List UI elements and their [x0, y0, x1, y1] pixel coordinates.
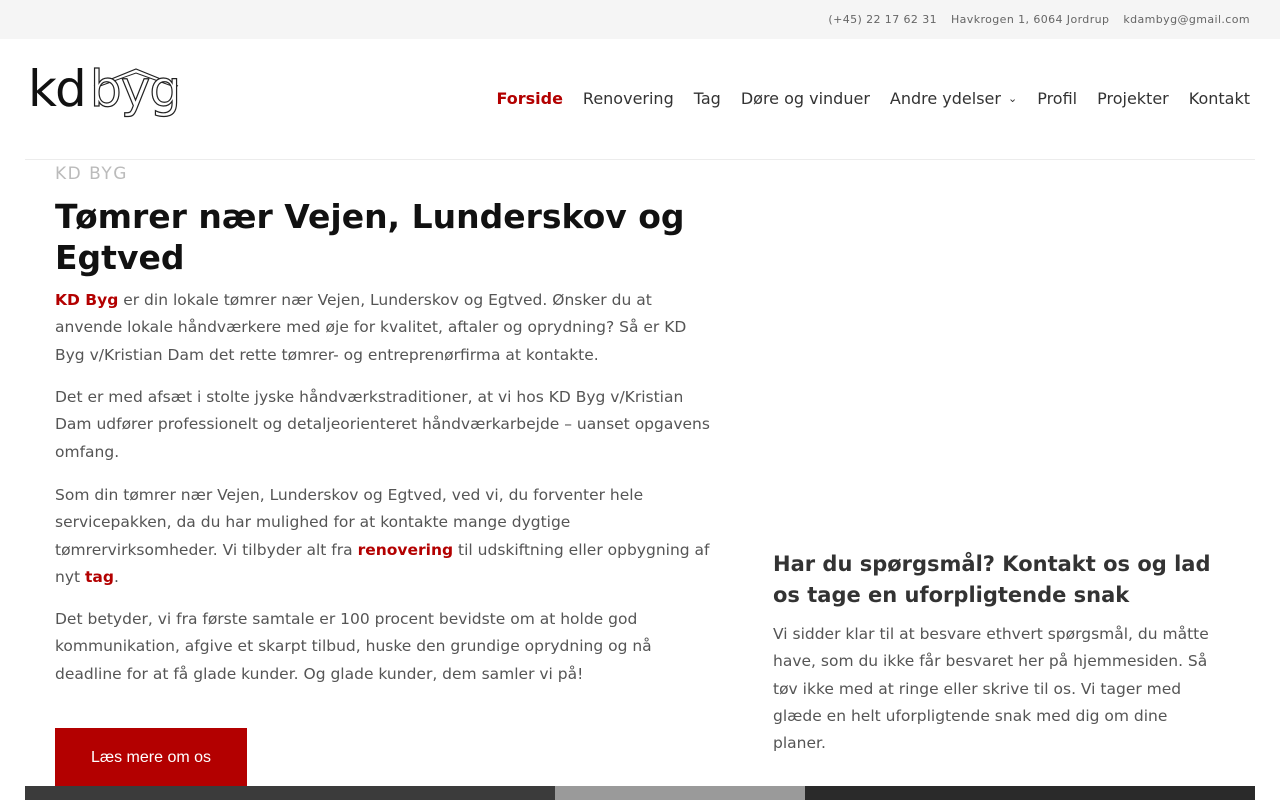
renovering-link[interactable]: renovering — [357, 540, 454, 559]
address-text: Havkrogen 1, 6064 Jordrup — [951, 13, 1110, 26]
contact-text: Vi sidder klar til at besvare ethvert spørgsmål, du måtte have, som du ikke får besvaret her på hjemmesiden. Så tøv ikke med at ringe eller skrive til os. Vi tager med glæde en helt uforpligtende snak med dig om dine planer. — [773, 625, 1209, 753]
nav-item-forside[interactable]: Forside — [496, 89, 563, 108]
gallery-image — [555, 786, 805, 800]
site-logo[interactable] — [28, 60, 184, 130]
logo-kd-text: kd — [28, 60, 85, 118]
nav-item-kontakt[interactable]: Kontakt — [1188, 89, 1250, 108]
tag-link[interactable]: tag — [85, 567, 114, 586]
header-divider — [25, 159, 1255, 160]
gallery-image — [805, 786, 1255, 800]
services-paragraph — [55, 482, 715, 591]
page-title: Tømrer nær Vejen, Lunderskov og Egtved — [55, 197, 685, 277]
gallery-image — [25, 786, 555, 800]
nav-item-renovering[interactable]: Renovering — [582, 89, 674, 108]
nav-item-doere-og-vinduer[interactable]: Døre og vinduer — [740, 89, 870, 108]
services-text-c: . — [113, 567, 119, 586]
services-text-a: Som din tømrer nær Vejen, Lunderskov og Egtved, ved vi, du forventer hele servicepakken, da du har mulighed for at kontakte mange dygtige tømrervirksomheder. Vi tilbyder alt fra — [55, 486, 644, 559]
contact-heading: Har du spørgsmål? Kontakt os og lad os tage en uforpligtende snak — [773, 552, 1211, 607]
nav-item-projekter[interactable]: Projekter — [1097, 89, 1169, 108]
image-gallery-strip — [25, 786, 1255, 800]
intro-text: er din lokale tømrer nær Vejen, Lunderskov og Egtved. Ønsker du at anvende lokale håndværkere med øje for kvalitet, aftaler og oprydning? Så er KD Byg v/Kristian Dam det rette tømrer- og entreprenørfirma at kontakte. — [55, 291, 687, 364]
nav-item-andre-ydelser[interactable] — [890, 89, 1017, 108]
email-link[interactable]: kdambyg@gmail.com — [1123, 13, 1250, 26]
nav-item-profil[interactable]: Profil — [1037, 89, 1078, 108]
chevron-down-icon: ⌄ — [1007, 92, 1018, 105]
phone-link[interactable]: (+45) 22 17 62 31 — [828, 13, 937, 26]
section-eyebrow: KD BYG — [55, 164, 128, 184]
intro-paragraph — [55, 287, 715, 369]
top-info-bar — [0, 0, 1280, 39]
logo-byg-text: byg — [90, 60, 181, 118]
promise-paragraph: Det betyder, vi fra første samtale er 100 procent bevidste om at holde god kommunikation, afgive et skarpt tilbud, huske den grundige oprydning og nå deadline for at få glade kunder. Og glade kunder, dem samler vi på! — [55, 610, 652, 683]
main-navigation — [496, 89, 1250, 108]
contact-info — [828, 13, 1250, 26]
tradition-paragraph: Det er med afsæt i stolte jyske håndværkstraditioner, at vi hos KD Byg v/Kristian Dam udfører professionelt og detaljeorienteret håndværkarbejde – uanset opgavens omfang. — [55, 388, 710, 461]
services-text-b: til udskiftning eller opbygning af nyt — [55, 540, 710, 586]
read-more-button[interactable]: Læs mere om os — [55, 728, 247, 788]
nav-item-andre-ydelser-label: Andre ydelser — [889, 89, 1001, 108]
kd-byg-link[interactable]: KD Byg — [55, 291, 119, 309]
nav-item-tag[interactable]: Tag — [693, 89, 721, 108]
